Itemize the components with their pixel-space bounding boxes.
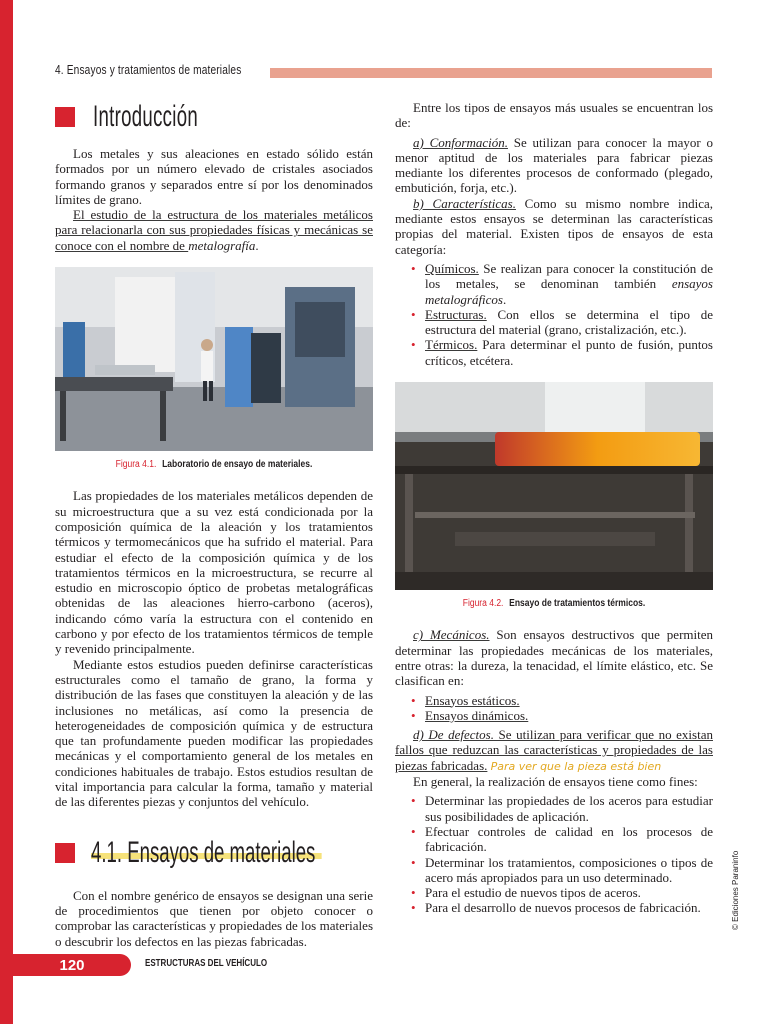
intro-paragraph-2: El estudio de la estructura de los materiales metálicos para relacionarla con sus propiedades físicas y mecánicas se conoce con el nombre de metalografía.	[55, 207, 373, 253]
running-header	[55, 60, 712, 78]
list-item: • Térmicos. Para determinar el punto de fusión, puntos críticos, etcétera.	[425, 337, 713, 368]
general-aims-intro: En general, la realización de ensayos tiene como fines:	[413, 774, 698, 790]
figure-number: Figura 4.2.	[462, 598, 504, 610]
figure-4-2-image	[395, 382, 713, 590]
list-item: • Determinar los tratamientos, composiciones o tipos de acero más apropiados para un uso determinado.	[425, 855, 713, 886]
type-a-paragraph: a) Conformación. Se utilizan para conocer la mayor o menor aptitud de los materiales para fabricar piezas mediante los diferentes procesos de conformado (plegado, embutición, forja, etc.).	[395, 134, 713, 196]
section-4-1-title: 4.1. Ensayos de materiales	[91, 845, 322, 860]
intro-paragraph-4: Mediante estos estudios pueden definirse características estructurales como el tamaño de grano, la forma y distribución de las fases que constituyen la aleación y de las inclusiones no metálicas, así como la presencia de heterogeneidades de composición química y de estructura que tan profundamente pueden modificar las propiedades mecánicas y el comportamiento general de los metales en condiciones habituales de trabajo. Estos estudios resultan de vital importancia para calcular la forma, tamaño y material de las diferentes piezas y conjuntos del vehículo.	[55, 656, 373, 810]
chapter-title: 4. Ensayos y tratamientos de materiales	[55, 61, 242, 77]
handwritten-note: Para ver que la pieza está bien	[490, 759, 662, 773]
list-item: • Químicos. Se realizan para conocer la constitución de los metales, se denominan también ensayos metalográficos.	[425, 261, 713, 307]
type-b-list	[395, 261, 713, 368]
list-item: • Estructuras. Con ellos se determina el tipo de estructura del material (grano, cristalización, etc.).	[425, 307, 713, 338]
aims-list	[395, 793, 713, 915]
header-rule	[270, 68, 712, 78]
type-d-paragraph: d) De defectos. Se utilizan para verificar que no existan fallos que reduzcan las características y propiedades de las piezas fabricadas. Para ver que la pieza está bien	[395, 727, 713, 773]
figure-4-1-caption	[79, 457, 349, 472]
figure-caption-text: Ensayo de tratamientos térmicos.	[509, 598, 646, 610]
section-4-1-paragraph: Con el nombre genérico de ensayos se designan una serie de procedimientos que tienen por objeto conocer o comprobar las características y propiedades de los materiales o descubrir los defectos en las piezas fabricadas.	[55, 887, 373, 949]
type-b-paragraph: b) Características. Como su mismo nombre indica, mediante estos ensayos se determinan las características propias del material. Existen tipos de ensayos de esta categoría:	[395, 195, 713, 257]
list-item: • Ensayos dinámicos.	[425, 708, 713, 723]
figure-caption-text: Laboratorio de ensayo de materiales.	[162, 459, 313, 471]
publisher-credit: © Ediciones Paraninfo	[731, 850, 740, 930]
types-intro: Entre los tipos de ensayos más usuales se encuentran los de:	[395, 100, 713, 131]
list-item: • Para el desarrollo de nuevos procesos de fabricación.	[425, 900, 713, 915]
list-item: • Efectuar controles de calidad en los procesos de fabricación.	[425, 824, 713, 855]
heading-square-icon	[55, 107, 75, 127]
list-item: • Determinar las propiedades de los aceros para estudiar sus posibilidades de aplicación.	[425, 793, 713, 824]
page-number: 120	[13, 954, 131, 976]
intro-paragraph-1: Los metales y sus aleaciones en estado sólido están formados por un número elevado de cristales asociados formando granos y separados entre sí por los denominados límites de grano.	[55, 146, 373, 207]
figure-4-2-caption	[419, 596, 689, 611]
intro-heading	[55, 98, 373, 136]
figure-4-1-image	[55, 267, 373, 451]
intro-title: Introducción	[93, 100, 199, 134]
type-c-paragraph: c) Mecánicos. Son ensayos destructivos que permiten determinar las propiedades mecánicas de los materiales, entre otras: la dureza, la tenacidad, el límite elástico, etc. Se clasifican en:	[395, 627, 714, 689]
list-item: • Ensayos estáticos.	[425, 693, 713, 708]
list-item: • Para el estudio de nuevos tipos de aceros.	[425, 885, 713, 900]
left-column	[55, 98, 373, 949]
page-edge-bar	[0, 0, 13, 1024]
page-footer	[13, 954, 413, 976]
book-title: ESTRUCTURAS DEL VEHÍCULO	[145, 958, 268, 969]
type-c-list	[395, 693, 713, 724]
heading-square-icon	[55, 843, 75, 863]
intro-paragraph-3: Las propiedades de los materiales metálicos dependen de su microestructura que a su vez está condicionada por la composición química de la aleación y los tratamientos térmicos y termomecánicos que ha sufrido el material. Para estudiar el efecto de la composición química y de los tratamientos térmicos en la microestructura, se recurre al estudio en microscopio óptico de probetas metalográficas obtenidas de las aleaciones hierro-carbono (aceros), indicando cómo varía la estructura con el contenido en carbono y por efecto de los tratamientos térmicos de temple y revenido principalmente.	[55, 488, 373, 657]
right-column	[395, 100, 713, 916]
section-4-1-heading	[55, 834, 373, 872]
figure-number: Figura 4.1.	[115, 459, 157, 471]
